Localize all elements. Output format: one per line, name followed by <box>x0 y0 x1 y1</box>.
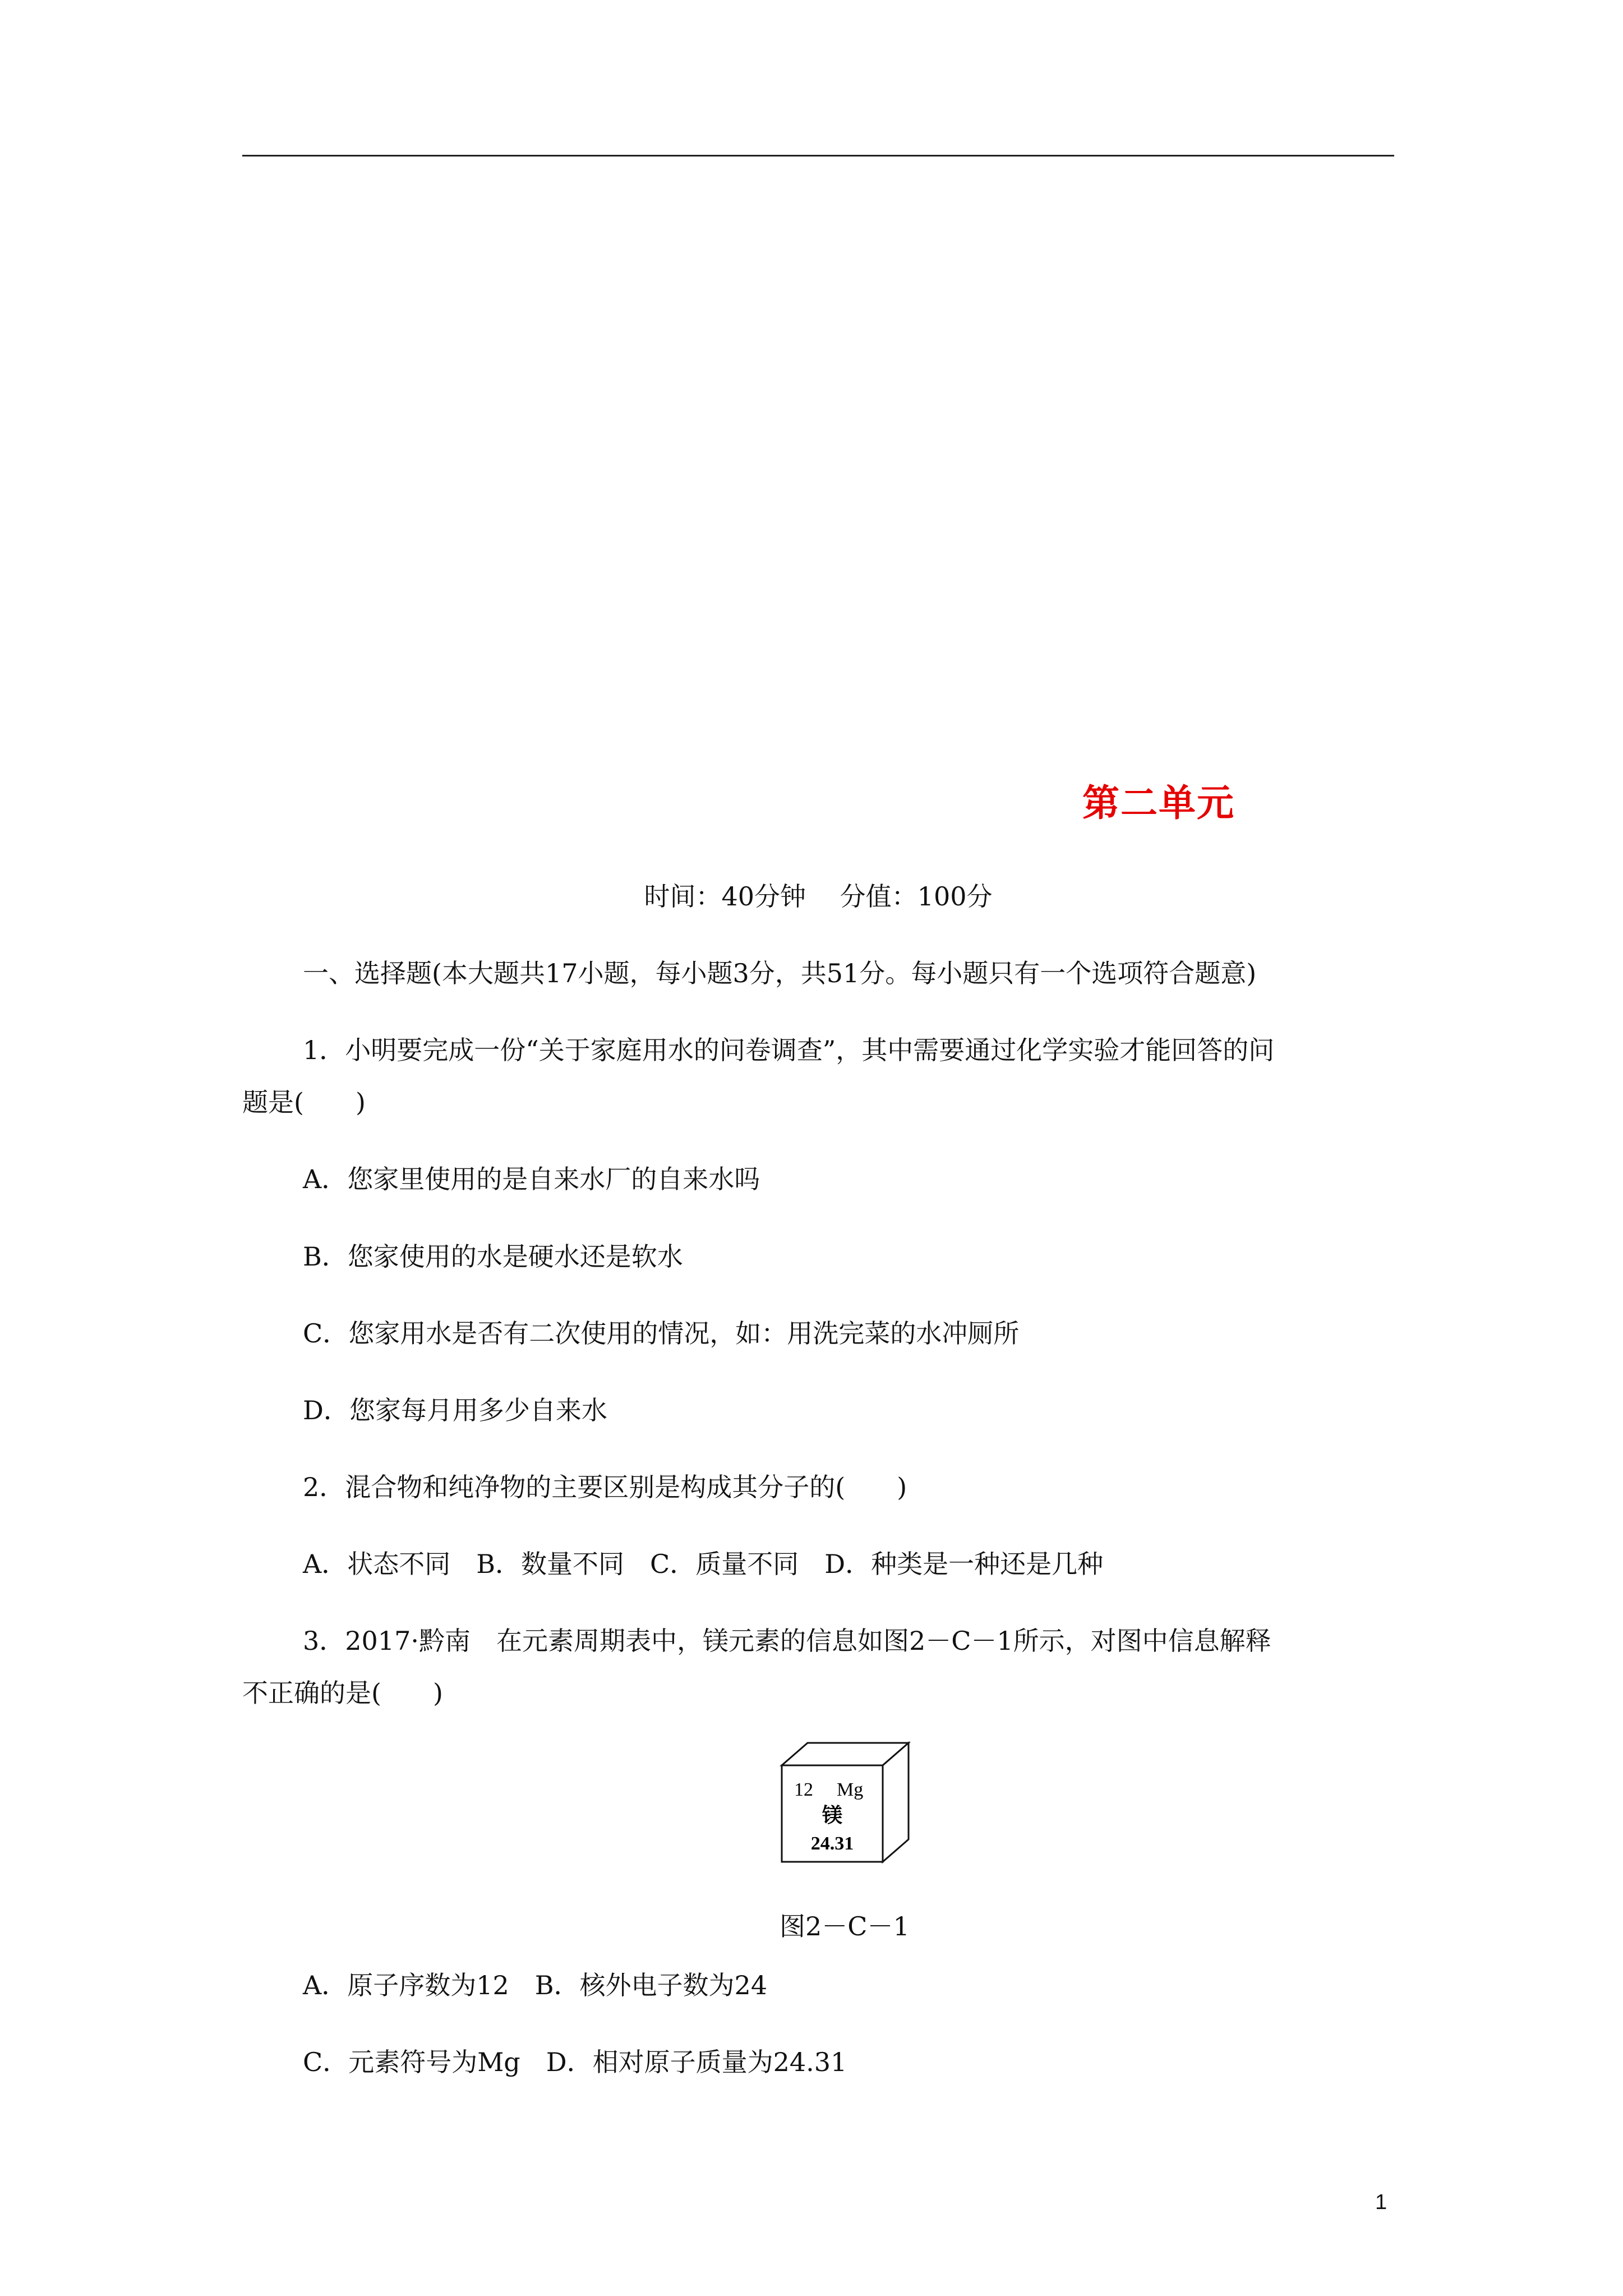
figure-caption: 图2－C－1 <box>780 1911 910 1941</box>
atomic-number: 12 <box>794 1779 813 1800</box>
q2-options: A．状态不同 B．数量不同 C．质量不同 D．种类是一种还是几种 <box>303 1549 1104 1579</box>
element-symbol: Mg <box>837 1779 864 1800</box>
q1-option-b: B．您家使用的水是硬水还是软水 <box>303 1241 683 1272</box>
q1-stem-line2: 题是( ) <box>242 1087 366 1117</box>
unit-title: 第二单元 <box>1082 781 1235 825</box>
page-number: 1 <box>1375 2191 1387 2214</box>
exam-meta: 时间：40分钟 分值：100分 <box>644 881 993 912</box>
q3-options-line1: A．原子序数为12 B．核外电子数为24 <box>303 1970 768 2000</box>
q1-option-a: A．您家里使用的是自来水厂的自来水吗 <box>303 1164 760 1194</box>
element-name: 镁 <box>822 1804 843 1827</box>
atomic-mass: 24.31 <box>810 1833 854 1854</box>
q1-option-d: D．您家每月用多少自来水 <box>303 1395 607 1425</box>
q1-stem-line1: 1．小明要完成一份“关于家庭用水的问卷调查”，其中需要通过化学实验才能回答的问 <box>303 1035 1275 1065</box>
q3-stem-line2: 不正确的是( ) <box>242 1678 443 1708</box>
header-rule <box>242 155 1394 157</box>
q3-stem-line1: 3．2017·黔南 在元素周期表中，镁元素的信息如图2－C－1所示，对图中信息解释 <box>303 1626 1271 1656</box>
q2-stem: 2．混合物和纯净物的主要区别是构成其分子的( ) <box>303 1472 907 1502</box>
section-header: 一、选择题(本大题共17小题，每小题3分，共51分。每小题只有一个选项符合题意) <box>303 958 1257 988</box>
q1-option-c: C．您家用水是否有二次使用的情况，如：用洗完菜的水冲厕所 <box>303 1318 1020 1349</box>
element-tile-figure <box>780 1741 914 1864</box>
q3-options-line2: C．元素符号为Mg D．相对原子质量为24.31 <box>303 2047 847 2077</box>
